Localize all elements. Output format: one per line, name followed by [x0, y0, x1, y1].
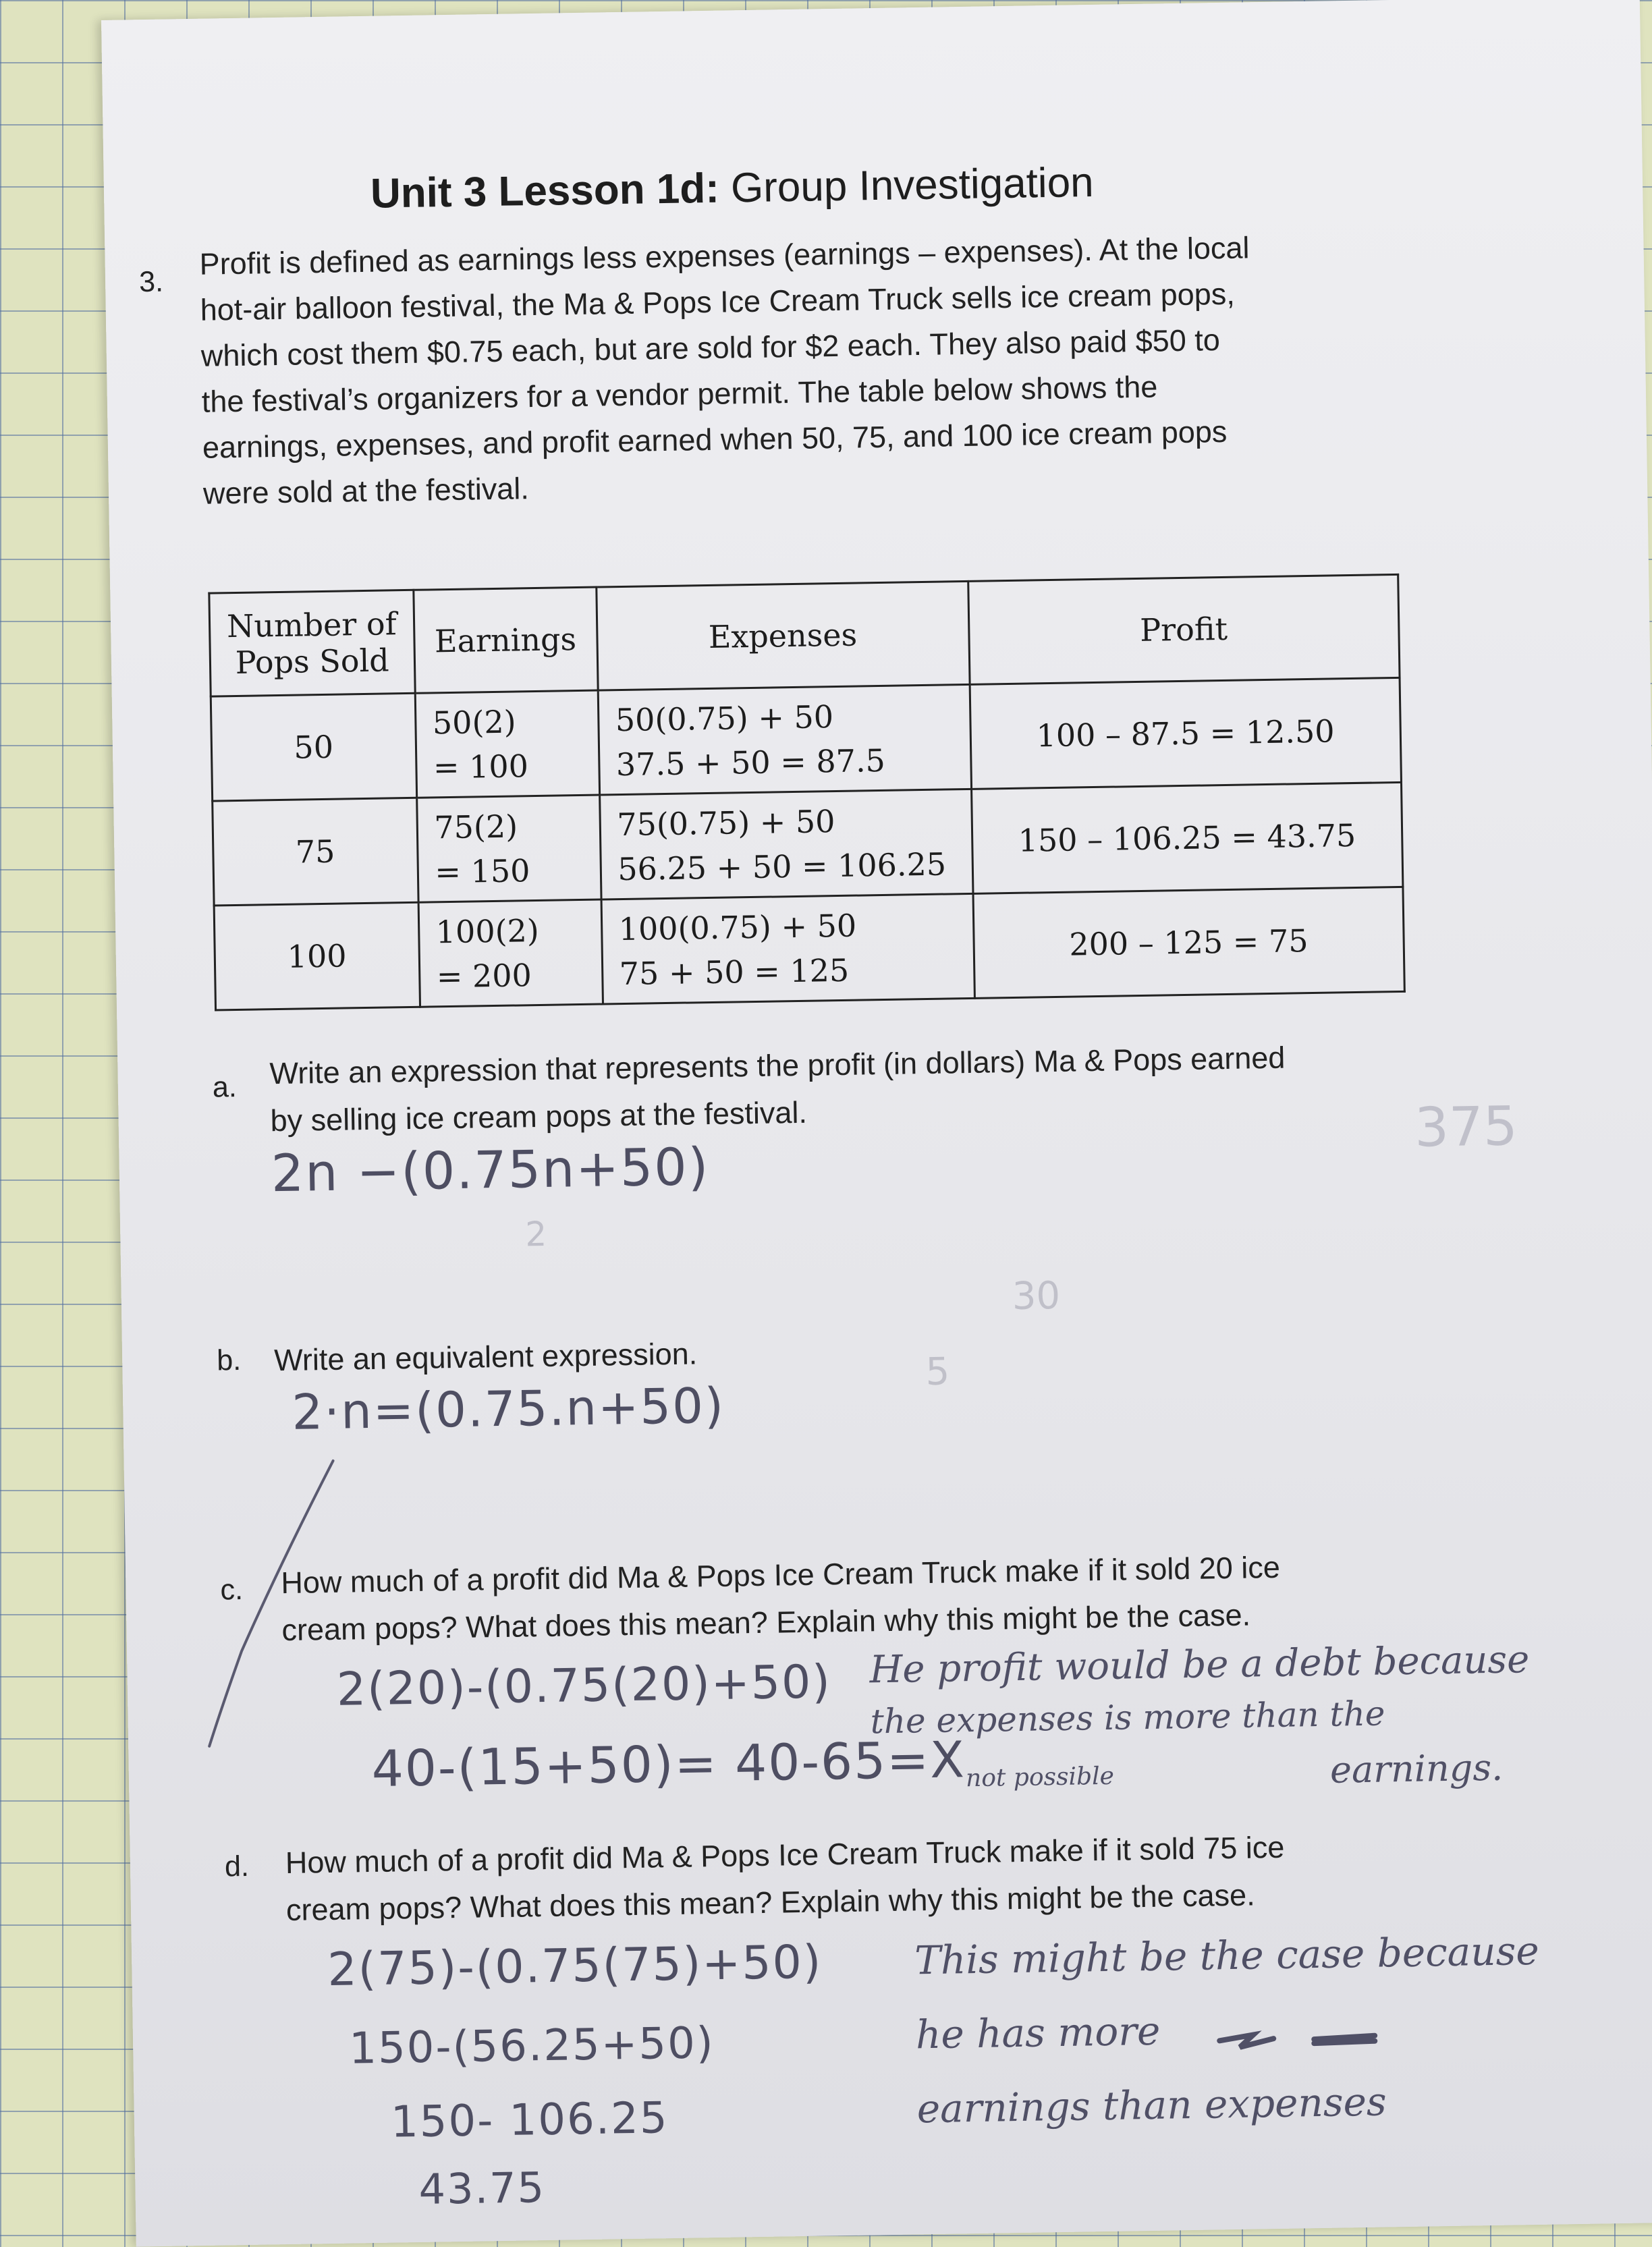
explain-d-line-1: This might be the case because: [914, 1927, 1540, 1984]
question-line: How much of a profit did Ma & Pops Ice Cream Truck make if it sold 75 ice: [285, 1829, 1285, 1881]
answer-b-handwritten: 2·n=(0.75.n+50): [291, 1377, 725, 1441]
answer-a-handwritten: 2n −(0.75n+50): [271, 1136, 710, 1204]
question-a-text: [269, 1031, 1472, 1144]
question-b-text: [274, 1318, 1476, 1384]
cell-profit: 100 – 87.5 = 12.50: [970, 677, 1402, 789]
problem-line: earnings, expenses, and profit earned when 50, 75, and 100 ice cream pops: [202, 414, 1228, 465]
work-d-line-3: 150- 106.25: [390, 2093, 669, 2148]
cell-line: 75(2): [433, 808, 518, 846]
cell-profit: 200 – 125 = 75: [972, 887, 1404, 998]
profit-table: [208, 574, 1406, 1011]
problem-statement: [199, 221, 1472, 516]
table-row: [214, 887, 1404, 1010]
cell-line: = 200: [436, 957, 532, 995]
question-line: cream pops? What does this mean? Explain why this might be the case.: [285, 1877, 1255, 1928]
cell-expenses: [599, 789, 972, 899]
header-expenses: Expenses: [596, 581, 969, 690]
cell-line: 75(0.75) + 50: [616, 803, 835, 843]
work-d-line-4: 43.75: [418, 2163, 546, 2215]
cell-pops: 75: [213, 798, 418, 906]
question-c-letter: c.: [220, 1573, 244, 1607]
table-row: [213, 782, 1403, 906]
cell-pops: 50: [211, 693, 416, 801]
problem-line: were sold at the festival.: [202, 471, 530, 511]
explain-d-line-3: earnings than expenses: [916, 2078, 1387, 2132]
worksheet-page: [101, 0, 1652, 2247]
explain-c-line-1: He profit would be a debt because: [869, 1638, 1530, 1692]
cell-earnings: [415, 690, 599, 798]
header-number-sold: [209, 590, 415, 696]
problem-line: the festival’s organizers for a vendor permit. The table below shows the: [201, 369, 1158, 419]
question-b-letter: b.: [216, 1343, 242, 1377]
title-subtitle: Group Investigation: [719, 159, 1095, 212]
question-line: cream pops? What does this mean? Explain why this might be the case.: [281, 1597, 1251, 1648]
cell-line: 56.25 + 50 = 106.25: [617, 845, 947, 888]
show-through-mark: 2: [524, 1214, 547, 1254]
show-through-mark: 5: [925, 1350, 950, 1395]
header-line: Pops Sold: [235, 642, 390, 681]
work-d-line-1: 2(75)-(0.75(75)+50): [327, 1935, 823, 1997]
question-c-text: [281, 1541, 1483, 1654]
cell-line: = 150: [434, 852, 530, 891]
question-a-letter: a.: [212, 1071, 238, 1104]
header-earnings: Earnings: [413, 587, 597, 693]
question-line: Write an equivalent expression.: [273, 1336, 698, 1378]
cell-earnings: [418, 899, 603, 1007]
title-lesson: Unit 3 Lesson 1d:: [370, 165, 720, 217]
question-d-text: [285, 1821, 1487, 1934]
problem-line: Profit is defined as earnings less expenses (earnings – expenses). At the local: [199, 230, 1250, 281]
cell-line: 100(2): [435, 912, 540, 951]
page-title: [370, 159, 1095, 218]
work-d-line-2: 150-(56.25+50): [348, 2018, 715, 2074]
question-line: How much of a profit did Ma & Pops Ice Cream Truck make if it sold 20 ice: [281, 1549, 1281, 1601]
work-c-note: not possible: [965, 1762, 1115, 1793]
work-c-line-1: 2(20)-(0.75(20)+50): [336, 1655, 832, 1717]
table-row: [211, 677, 1401, 801]
cell-earnings: [416, 795, 601, 902]
cell-line: 100(0.75) + 50: [618, 907, 857, 948]
cell-line: 37.5 + 50 = 87.5: [615, 742, 886, 783]
problem-line: hot-air balloon festival, the Ma & Pops Ice Cream Truck sells ice cream pops,: [200, 276, 1236, 327]
problem-line: which cost them $0.75 each, but are sold for $2 each. They also paid $50 to: [200, 323, 1221, 373]
explain-c-line-3: earnings.: [1329, 1746, 1504, 1792]
problem-number: 3.: [138, 265, 164, 299]
scribble-mark: [1213, 2018, 1389, 2061]
cell-expenses: [598, 684, 971, 795]
question-line: by selling ice cream pops at the festival.: [270, 1094, 808, 1138]
question-d-letter: d.: [224, 1850, 250, 1883]
header-profit: Profit: [968, 574, 1400, 684]
cell-profit: 150 – 106.25 = 43.75: [971, 782, 1403, 893]
show-through-mark: 30: [1012, 1273, 1061, 1319]
cell-line: = 100: [433, 748, 529, 786]
header-line: Number of: [226, 605, 397, 645]
cell-line: 75 + 50 = 125: [619, 951, 850, 993]
cell-pops: 100: [214, 902, 420, 1010]
table-header-row: [209, 574, 1400, 696]
explain-d-line-2: he has more: [915, 2007, 1161, 2058]
show-through-mark: 375: [1414, 1094, 1518, 1159]
cell-line: 50(0.75) + 50: [615, 698, 834, 739]
question-line: Write an expression that represents the profit (in dollars) Ma & Pops earned: [269, 1040, 1286, 1091]
explain-c-line-2: the expenses is more than the: [870, 1694, 1385, 1742]
cell-expenses: [601, 893, 974, 1004]
work-c-line-2: 40-(15+50)= 40-65=X: [371, 1731, 966, 1799]
cell-line: 50(2): [432, 703, 517, 742]
